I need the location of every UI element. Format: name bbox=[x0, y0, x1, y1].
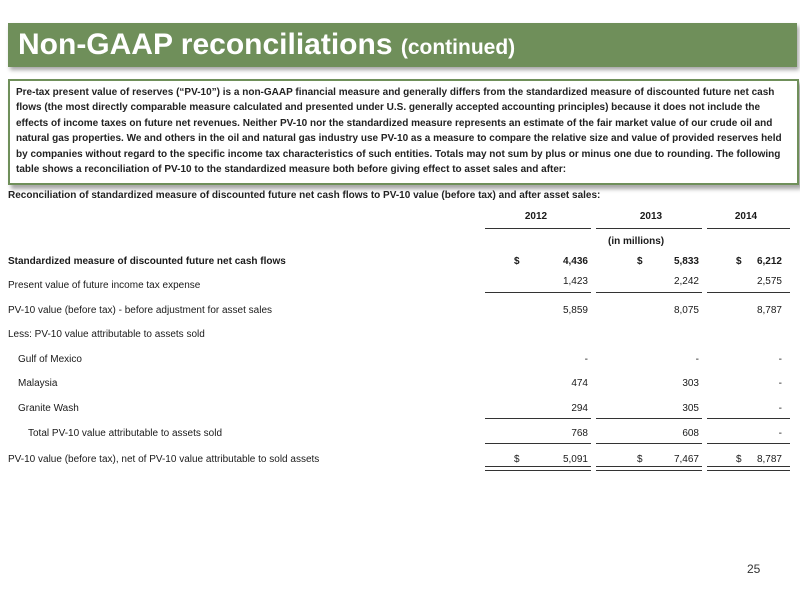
cell-gulf-2012: - bbox=[584, 354, 588, 365]
row-label-malaysia: Malaysia bbox=[18, 378, 58, 389]
row-underline bbox=[707, 292, 790, 293]
cell-pv10-net-2014: 8,787 bbox=[756, 454, 782, 465]
double-underline bbox=[485, 466, 591, 471]
row-label-pv10-net-of-sold: PV-10 value (before tax), net of PV-10 value attributable to sold assets bbox=[8, 454, 320, 465]
row-underline bbox=[596, 418, 702, 419]
year-header-2013: 2013 bbox=[639, 211, 663, 222]
row-underline bbox=[707, 443, 790, 444]
double-underline bbox=[596, 466, 702, 471]
cell-total-sold-2013: 608 bbox=[682, 428, 699, 439]
cell-pv10-before-2014: 8,787 bbox=[756, 305, 782, 316]
cell-malaysia-2013: 303 bbox=[682, 378, 699, 389]
cell-pv10-before-2012: 5,859 bbox=[562, 305, 588, 316]
year-header-2012: 2012 bbox=[524, 211, 548, 222]
row-label-standardized-measure: Standardized measure of discounted future net cash flows bbox=[8, 256, 286, 267]
page-title-main: Non-GAAP reconciliations bbox=[18, 28, 393, 61]
cell-total-sold-2012: 768 bbox=[571, 428, 588, 439]
double-underline bbox=[707, 466, 790, 471]
currency-symbol: $ bbox=[514, 454, 520, 465]
row-underline bbox=[707, 418, 790, 419]
row-label-less-assets-sold: Less: PV-10 value attributable to assets sold bbox=[8, 329, 205, 340]
cell-granite-2012: 294 bbox=[571, 403, 588, 414]
description-lead: Pre-tax present value of reserves (“PV-10”) bbox=[16, 87, 220, 98]
cell-gulf-2014: - bbox=[778, 354, 782, 365]
cell-granite-2014: - bbox=[778, 403, 782, 414]
currency-symbol: $ bbox=[736, 256, 742, 267]
cell-standardized-2014: 6,212 bbox=[756, 256, 782, 267]
cell-income-tax-2014: 2,575 bbox=[756, 276, 782, 287]
cell-pv10-net-2012: 5,091 bbox=[562, 454, 588, 465]
cell-standardized-2013: 5,833 bbox=[673, 256, 699, 267]
currency-symbol: $ bbox=[637, 454, 643, 465]
cell-standardized-2012: 4,436 bbox=[562, 256, 588, 267]
row-underline bbox=[485, 418, 591, 419]
cell-income-tax-2013: 2,242 bbox=[673, 276, 699, 287]
currency-symbol: $ bbox=[637, 256, 643, 267]
units-label: (in millions) bbox=[608, 236, 665, 247]
row-underline bbox=[485, 443, 591, 444]
row-label-gulf-of-mexico: Gulf of Mexico bbox=[18, 354, 82, 365]
cell-gulf-2013: - bbox=[695, 354, 699, 365]
row-label-granite-wash: Granite Wash bbox=[18, 403, 79, 414]
cell-malaysia-2012: 474 bbox=[571, 378, 588, 389]
row-underline bbox=[485, 292, 591, 293]
row-label-pv10-before-adjustment: PV-10 value (before tax) - before adjustment for asset sales bbox=[8, 305, 273, 316]
header-underline-2014 bbox=[707, 228, 790, 229]
cell-granite-2013: 305 bbox=[682, 403, 699, 414]
cell-malaysia-2014: - bbox=[778, 378, 782, 389]
cell-pv10-before-2013: 8,075 bbox=[673, 305, 699, 316]
year-header-2014: 2014 bbox=[734, 211, 758, 222]
row-label-total-assets-sold: Total PV-10 value attributable to assets sold bbox=[28, 428, 223, 439]
page-number: 25 bbox=[747, 562, 761, 576]
header-underline-2012 bbox=[485, 228, 591, 229]
row-underline bbox=[596, 292, 702, 293]
page-title-suffix: (continued) bbox=[400, 36, 516, 59]
currency-symbol: $ bbox=[736, 454, 742, 465]
description-body: is a non-GAAP financial measure and generally differs from the standardized measure of discounted future net cash flows (the most directly comparable measure calculated and presented under U.S. generally accepted accounting principles) because it does not include the effects of income taxes on future net revenues. Neither PV-10 nor the standardized measure represents an estimate of the fair market value of our crude oil and natural gas properties. We and others in the oil and natural gas industry use PV-10 as a measure to compare the relative size and value of provided reserves held by companies without regard to the specific income tax characteristics of such entities. Totals may not sum by plus or minus one due to rounding. The following table shows a reconciliation of PV-10 to the standardized measure both before giving effect to asset sales and after: bbox=[16, 87, 782, 176]
row-label-income-tax-expense: Present value of future income tax expense bbox=[8, 280, 201, 291]
header-underline-2013 bbox=[596, 228, 702, 229]
currency-symbol: $ bbox=[514, 256, 520, 267]
cell-income-tax-2012: 1,423 bbox=[562, 276, 588, 287]
cell-total-sold-2014: - bbox=[778, 428, 782, 439]
reconciliation-heading: Reconciliation of standardized measure of discounted future net cash flows to PV-10 value (before tax) and after asset sales: bbox=[8, 190, 601, 201]
cell-pv10-net-2013: 7,467 bbox=[673, 454, 699, 465]
row-underline bbox=[596, 443, 702, 444]
